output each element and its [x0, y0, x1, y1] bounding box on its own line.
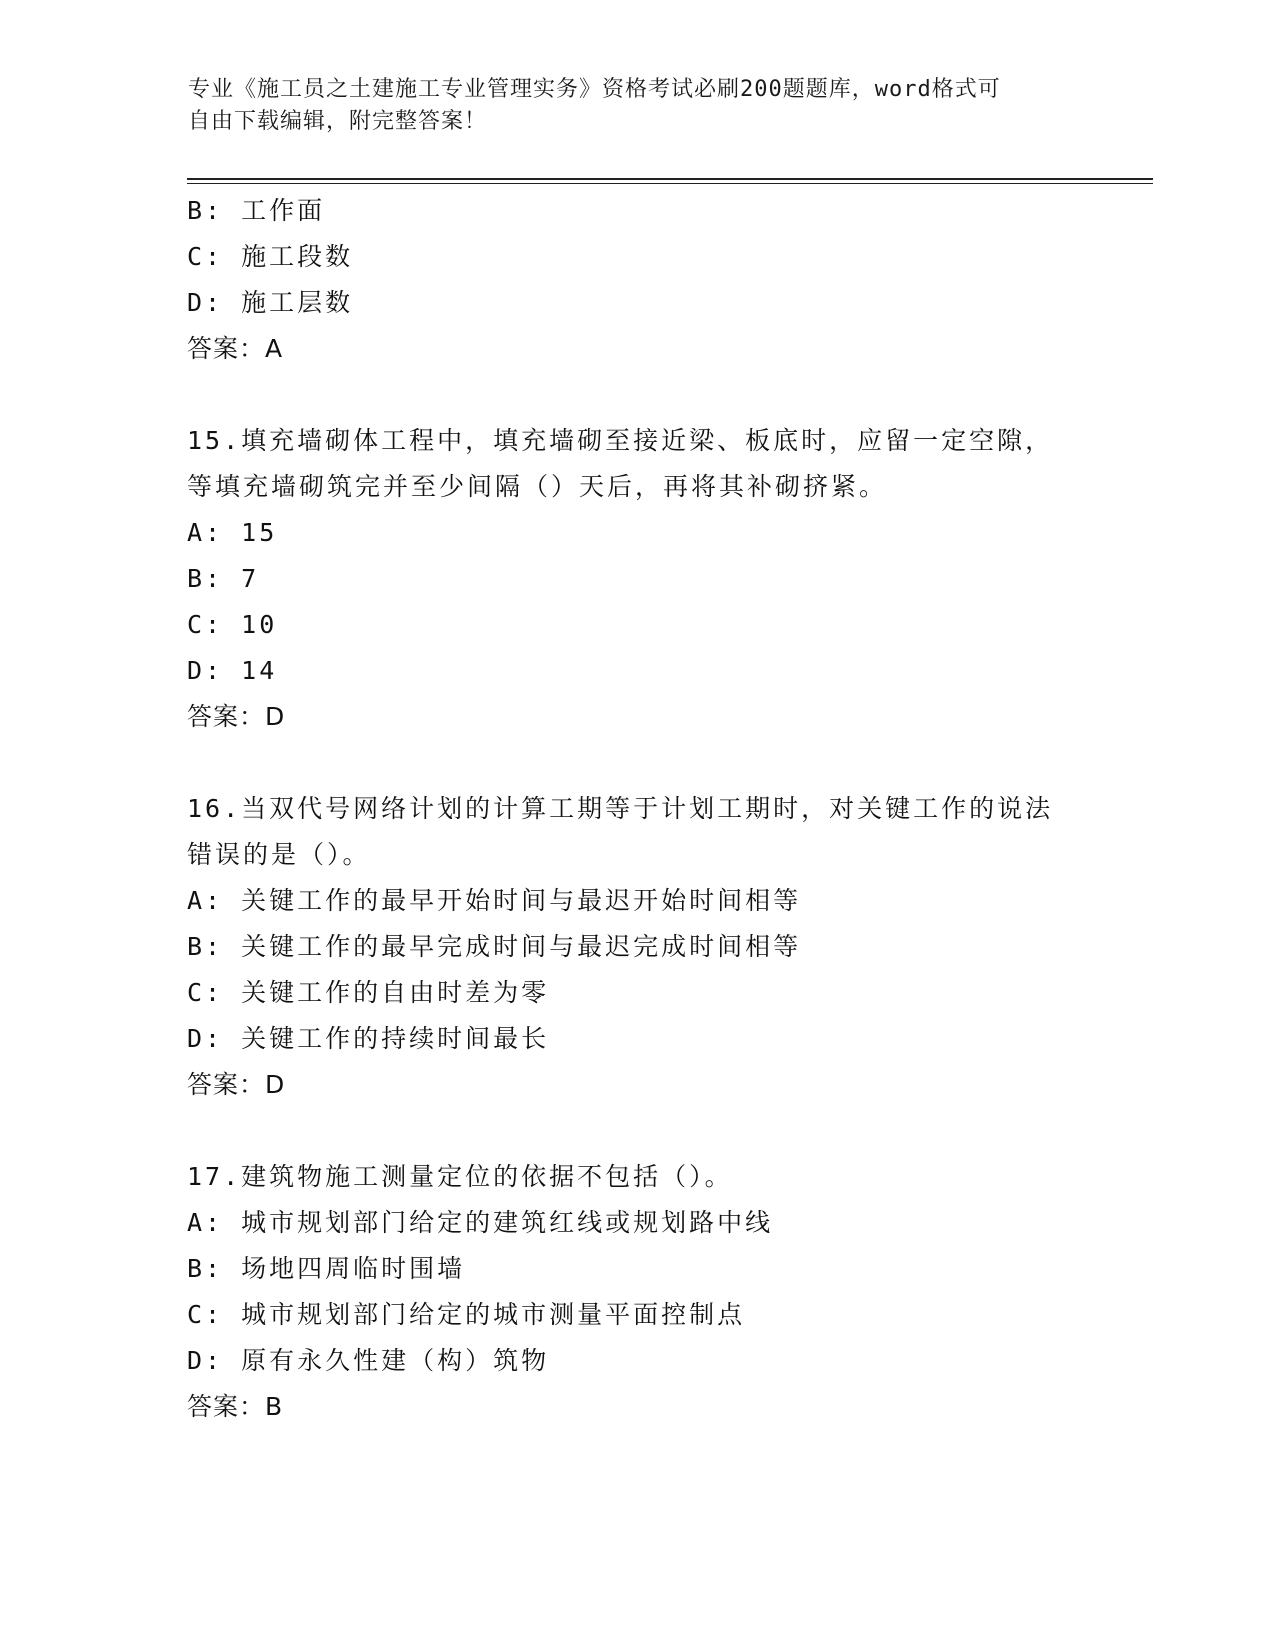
header-line-1: 专业《施工员之土建施工专业管理实务》资格考试必刷200题题库，word格式可 — [188, 77, 1001, 102]
header-divider-thick — [187, 178, 1153, 180]
option-d: D: 施工层数 — [187, 288, 354, 317]
header-line-2: 自由下载编辑，附完整答案！ — [188, 109, 488, 134]
spacer — [187, 1108, 1087, 1154]
option-c: C: 关键工作的自由时差为零 — [187, 978, 550, 1007]
question-stem-continued: 错误的是（）。 — [187, 840, 371, 869]
answer: 答案：B — [187, 1392, 284, 1421]
option-b: B: 关键工作的最早完成时间与最迟完成时间相等 — [187, 932, 802, 961]
option-d: D: 关键工作的持续时间最长 — [187, 1024, 550, 1053]
option-c: C: 城市规划部门给定的城市测量平面控制点 — [187, 1300, 746, 1329]
header-divider-thin — [187, 183, 1153, 184]
option-b: B: 工作面 — [187, 196, 326, 225]
question-stem: 15.填充墙砌体工程中，填充墙砌至接近梁、板底时，应留一定空隙， — [187, 426, 1054, 455]
option-d: D: 14 — [187, 656, 278, 685]
question-stem: 16.当双代号网络计划的计算工期等于计划工期时，对关键工作的说法 — [187, 794, 1054, 823]
question-17 — [187, 1154, 1087, 1430]
question-list — [187, 188, 1087, 1430]
question-stem: 17.建筑物施工测量定位的依据不包括（）。 — [187, 1162, 733, 1191]
answer: 答案：A — [187, 334, 284, 363]
answer: 答案：D — [187, 1070, 286, 1099]
option-a: A: 15 — [187, 518, 278, 547]
document-header — [188, 74, 1068, 138]
question-15 — [187, 418, 1087, 740]
question-14 — [187, 188, 1087, 372]
spacer — [187, 372, 1087, 418]
option-c: C: 10 — [187, 610, 278, 639]
option-b: B: 7 — [187, 564, 260, 593]
question-stem-continued: 等填充墙砌筑完并至少间隔（）天后，再将其补砌挤紧。 — [187, 472, 888, 501]
option-a: A: 城市规划部门给定的建筑红线或规划路中线 — [187, 1208, 774, 1237]
question-16 — [187, 786, 1087, 1108]
option-d: D: 原有永久性建（构）筑物 — [187, 1346, 550, 1375]
option-c: C: 施工段数 — [187, 242, 354, 271]
option-b: B: 场地四周临时围墙 — [187, 1254, 466, 1283]
answer: 答案：D — [187, 702, 286, 731]
option-a: A: 关键工作的最早开始时间与最迟开始时间相等 — [187, 886, 802, 915]
spacer — [187, 740, 1087, 786]
